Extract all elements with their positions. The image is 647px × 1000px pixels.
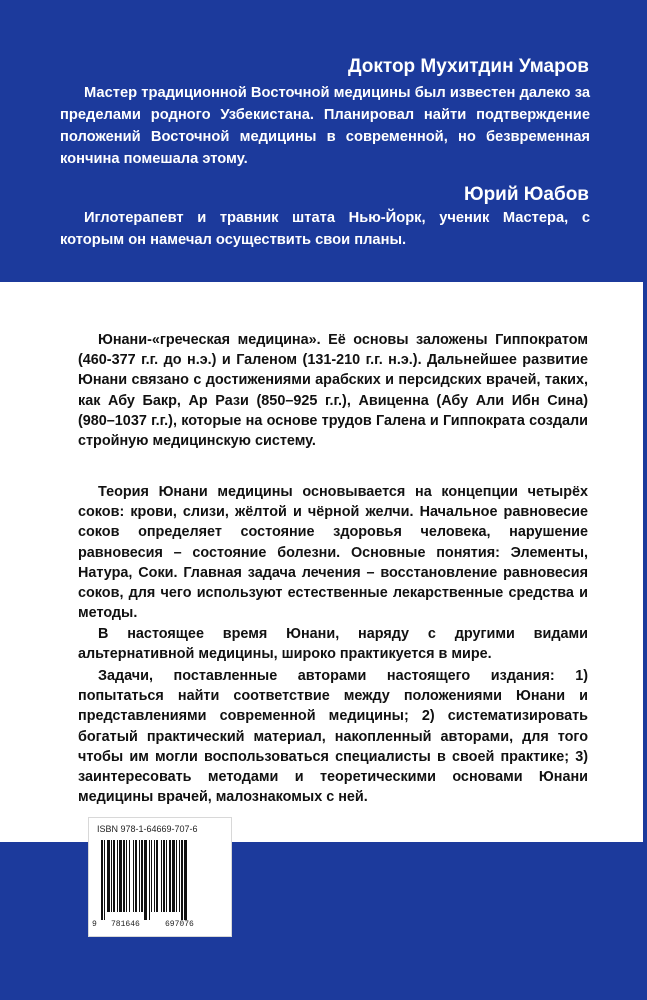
barcode-label (88, 817, 232, 937)
barcode-icon (99, 840, 221, 920)
top-blue-panel (0, 0, 647, 282)
author-bio-umarov: Мастер традиционной Восточной медицины был известен далеко за пределами родного Узбекистана. Планировал найти подтверждение положений Восточной медицины в современной, но безвременная кончина помешала этому. (60, 85, 590, 167)
isbn-number: ISBN 978-1-64669-707-6 (97, 824, 198, 834)
author-bio-yuabov: Иглотерапевт и травник штата Нью-Йорк, ученик Мастера, с которым он намечал осуществить свои планы. (60, 210, 590, 248)
paragraph-book-goals: Задачи, поставленные авторами настоящего издания: 1) попытаться найти соответствие между положениями Юнани и представлениями современной медицины; 2) систематизировать богатый практический материал, накопленный авторами, для того чтобы им могли воспользоваться специалисты в своей практике; 3) заинтересовать методами и теоретическими основами Юнани медицины врачей, малознакомых с ней. (78, 668, 588, 806)
paragraph-unani-theory: Теория Юнани медицины основывается на концепции четырёх соков: крови, слизи, жёлтой и чёрной желчи. Начальное равновесие соков определяет состояние здоровья человека, нарушение равновесия – состояние болезни. Основные понятия: Элементы, Натура, Соки. Главная задача лечения – восстановление равновесия соков, для чего используют естественные лекарственные средства и методы. (78, 484, 588, 622)
barcode-digits-right: 697076 (165, 920, 194, 929)
right-edge-stripe (643, 0, 647, 1000)
barcode-digits-left: 781646 (111, 920, 140, 929)
author-name-umarov: Доктор Мухитдин Умаров (348, 56, 589, 77)
author-name-yuabov: Юрий Юабов (463, 184, 589, 205)
paragraph-unani-origin: Юнани-«греческая медицина». Её основы заложены Гиппократом (460-377 г.г. до н.э.) и Галеном (131-210 г.г. н.э.). Дальнейшее развитие Юнани связано с достижениями арабских и персидских врачей, таких, как Абу Бакр, Ар Рази (850–925 г.г.), Авиценна (Абу Али Ибн Сина) (980–1037 г.г.), которые на основе трудов Галена и Гиппократа создали стройную медицинскую систему. (78, 332, 588, 450)
paragraph-unani-today: В настоящее время Юнани, наряду с другими видами альтернативной медицины, широко практикуется в мире. (78, 626, 588, 663)
barcode-digit-first: 9 (92, 920, 97, 929)
